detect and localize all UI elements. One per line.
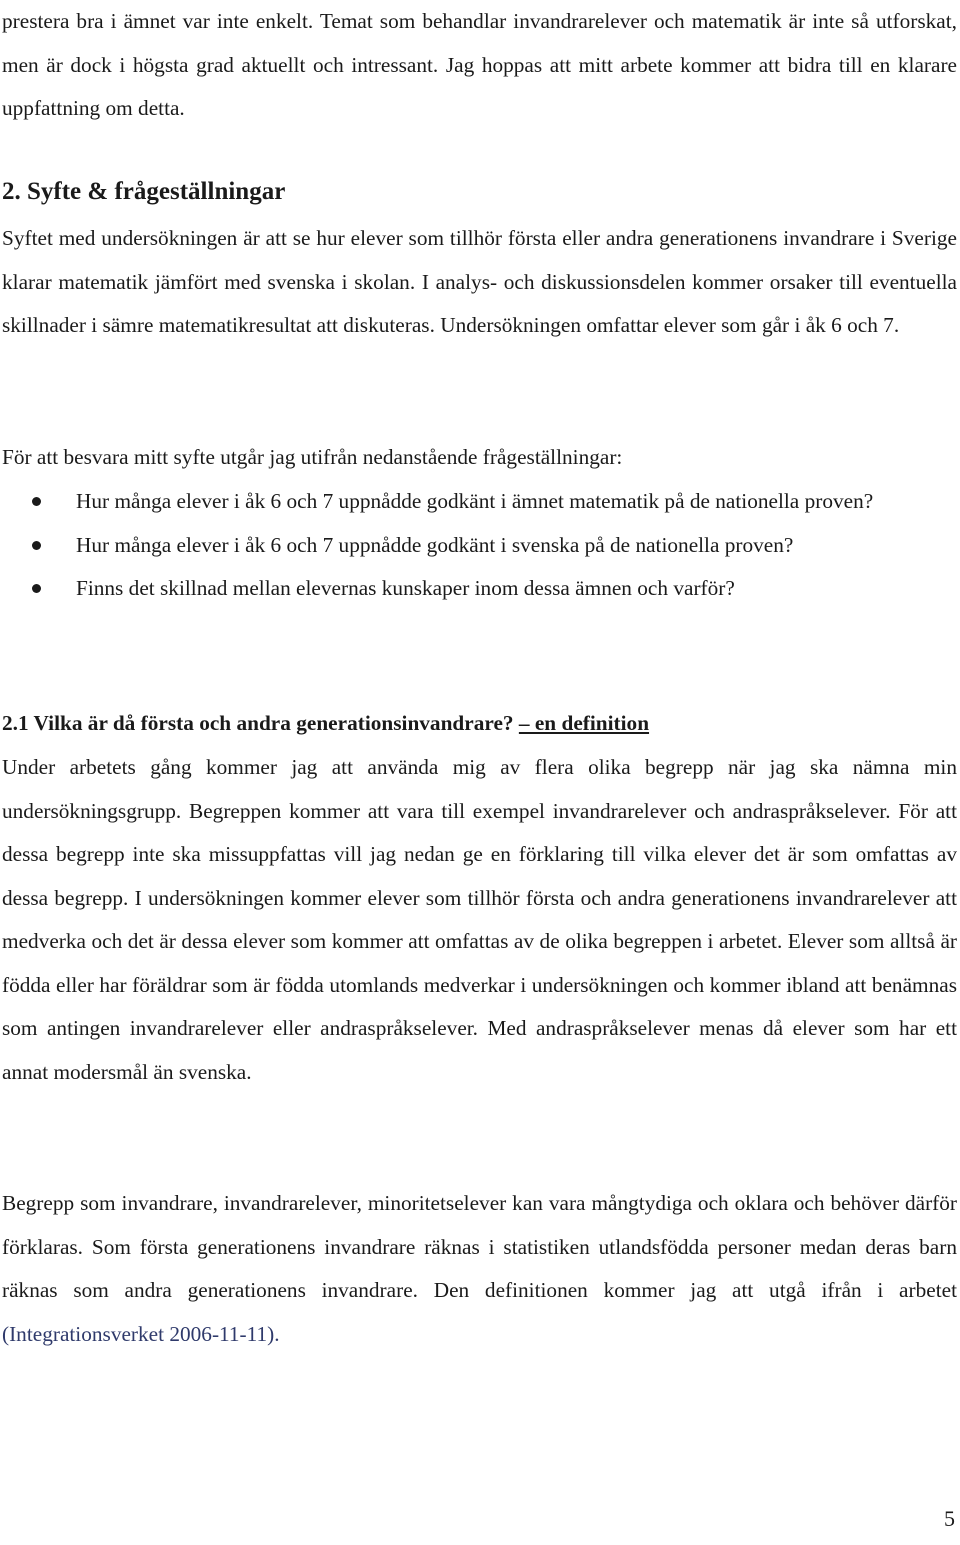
intro-paragraph: prestera bra i ämnet var inte enkelt. Temat som behandlar invandrarelever och matematik är inte så utforskat, men är dock i högsta grad aktuellt och intressant. Jag hoppas att mitt arbete kommer att bidra till en klarare uppfattning om detta. xyxy=(2,9,957,120)
definition-paragraph: Under arbetets gång kommer jag att använda mig av flera olika begrepp när jag ska nämna min undersökningsgrupp. Begreppen kommer att vara till exempel invandrarelever och andraspråkselever. För att dessa begrepp inte ska missuppfattas vill jag nedan ge en förklaring till vilka elever det är som omfattas av dessa begrepp. I undersökningen kommer elever som tillhör första och andra generationens invandrarelever att medverka och det är dessa elever som kommer att omfattas av de olika begreppen i arbetet. Elever som alltså är födda eller har föräldrar som är födda utomlands medverkar i undersökningen och kommer ibland att benämnas som antingen invandrarelever eller andraspråkselever. Med andraspråkselever menas då elever som har ett annat modersmål än svenska. xyxy=(2,755,957,1084)
citation: (Integrationsverket 2006-11-11). xyxy=(2,1321,280,1346)
bullet-icon xyxy=(32,541,41,550)
list-item xyxy=(2,524,957,568)
bullet-icon xyxy=(32,497,41,506)
question-text: Hur många elever i åk 6 och 7 uppnådde godkänt i svenska på de nationella proven? xyxy=(76,532,794,557)
section-heading-definition xyxy=(2,702,649,746)
section-heading-purpose: 2. Syfte & frågeställningar xyxy=(2,178,286,205)
question-text: Finns det skillnad mellan elevernas kunskaper inom dessa ämnen och varför? xyxy=(76,576,735,600)
concepts-paragraph xyxy=(2,1182,957,1356)
list-item xyxy=(2,480,957,524)
questions-list xyxy=(2,480,957,611)
definition-heading-subtitle: – en definition xyxy=(518,711,650,735)
question-text: Hur många elever i åk 6 och 7 uppnådde godkänt i ämnet matematik på de nationella proven? xyxy=(76,489,874,513)
concepts-text: Begrepp som invandrare, invandrarelever, minoritetselever kan vara mångtydiga och oklara och behöver därför förklaras. Som första generationens invandrare räknas i statistiken utlandsfödda personer medan deras barn räknas som andra generationens invandrare. Den definitionen kommer jag att utgå ifrån i arbetet xyxy=(2,1191,957,1302)
page-number: 5 xyxy=(944,1506,955,1531)
bullet-icon xyxy=(32,584,41,593)
definition-heading-main: 2.1 Vilka är då första och andra generationsinvandrare? xyxy=(2,711,514,735)
questions-intro: För att besvara mitt syfte utgår jag utifrån nedanstående frågeställningar: xyxy=(2,445,623,469)
list-item xyxy=(2,567,957,611)
purpose-paragraph: Syftet med undersökningen är att se hur elever som tillhör första eller andra generationens invandrare i Sverige klarar matematik jämfört med svenska i skolan. I analys- och diskussionsdelen kommer orsaker till eventuella skillnader i sämre matematikresultat att diskuteras. Undersökningen omfattar elever som går i åk 6 och 7. xyxy=(2,226,957,337)
